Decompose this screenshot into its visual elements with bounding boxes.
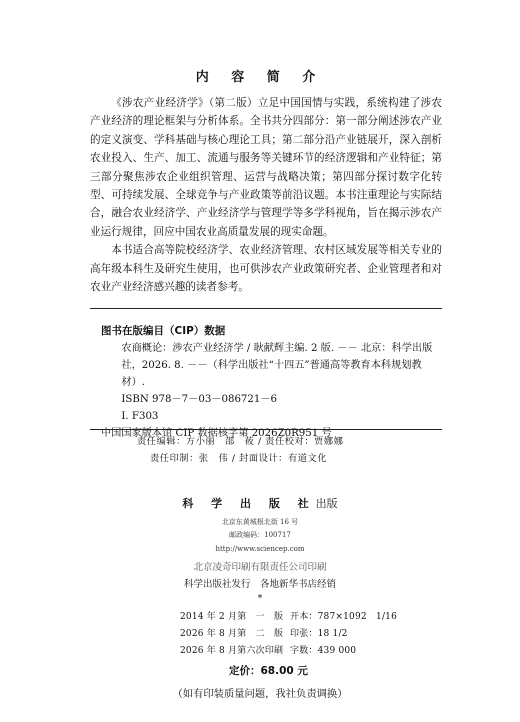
edition-row <box>180 609 397 622</box>
publisher-website: http://www.sciencep.com <box>215 545 305 553</box>
quality-note: （如有印装质量问题，我社负责调换） <box>172 688 348 700</box>
price: 定价：68.00 元 <box>229 665 308 677</box>
edition-row <box>180 626 348 639</box>
page-title: 内 容 简 介 <box>195 70 325 85</box>
cip-record-number: 中国国家版本馆 CIP 数据核字第 2026Z0R951 号 <box>101 428 332 439</box>
publisher-name: 科 学 出 版 社 <box>182 497 316 510</box>
edition-info: 字数：439 000 <box>290 646 357 656</box>
publisher-address: 北京东黄城根北街 16 号 <box>221 518 299 526</box>
divider-bottom <box>90 429 442 430</box>
edition-row <box>180 643 356 656</box>
edition-date: 2014 年 2 月第 一 版 <box>180 612 284 622</box>
publisher-suffix: 出版 <box>315 497 338 510</box>
cip-title: 图书在版编目（CIP）数据 <box>101 325 226 337</box>
abstract <box>90 94 442 296</box>
cip-entry: 农商概论：涉农产业经济学 / 耿献辉主编. 2 版. －－ 北京：科学出版社，2026. 8. －－（科学出版社“十四五”普通高等教育本科规划教材）. <box>121 343 433 388</box>
staff-line-production: 责任印制：张 伟 / 封面设计：有道文化 <box>150 453 328 464</box>
publisher-postcode: 邮政编码：100717 <box>229 531 291 539</box>
abstract-paragraph: 《涉农产业经济学》（第二版）立足中国国情与实践，系统构建了涉农产业经济的理论框架与分析体系。全书共分四部分：第一部分阐述涉农产业的定义演变、学科基础与核心理论工具；第二部分沿产业链展开，深入剖析农业投入、生产、加工、流通与服务等关键环节的经济逻辑和产业特征；第三部分聚焦涉农企业组织管理、运营与战略决策；第四部分探讨数字化转型、可持续发展、全球竞争与产业政策等前沿议题。本书注重理论与实际结合，融合农业经济学、产业经济学与管理学等多学科视角，旨在揭示涉农产业运行规律，回应中国农业高质量发展的现实命题。 <box>90 97 442 238</box>
staff-line-editors: 责任编辑：方小丽 邵 莜 / 责任校对：贾娜娜 <box>137 436 344 447</box>
separator-star: * <box>257 594 263 604</box>
distribution-line: 科学出版社发行 各地新华书店经销 <box>183 579 336 590</box>
publisher-line <box>0 495 520 511</box>
cip-block <box>101 340 441 442</box>
divider-top <box>90 308 442 309</box>
edition-date: 2026 年 8 月第六次印刷 <box>180 646 284 656</box>
abstract-paragraph: 本书适合高等院校经济学、农业经济管理、农村区域发展等相关专业的高年级本科生及研究生使用，也可供涉农产业政策研究者、企业管理者和对农业产业经济感兴趣的读者参考。 <box>90 244 442 294</box>
edition-date: 2026 年 8 月第 二 版 <box>180 629 284 639</box>
cip-classification: Ⅰ. F303 <box>121 411 159 422</box>
edition-info: 开本：787×1092 1/16 <box>290 612 398 622</box>
edition-info: 印张：18 1/2 <box>290 629 348 639</box>
printer-line: 北京凌奇印刷有限责任公司印刷 <box>193 562 327 573</box>
cip-isbn: ISBN 978－7－03－086721－6 <box>121 394 278 405</box>
